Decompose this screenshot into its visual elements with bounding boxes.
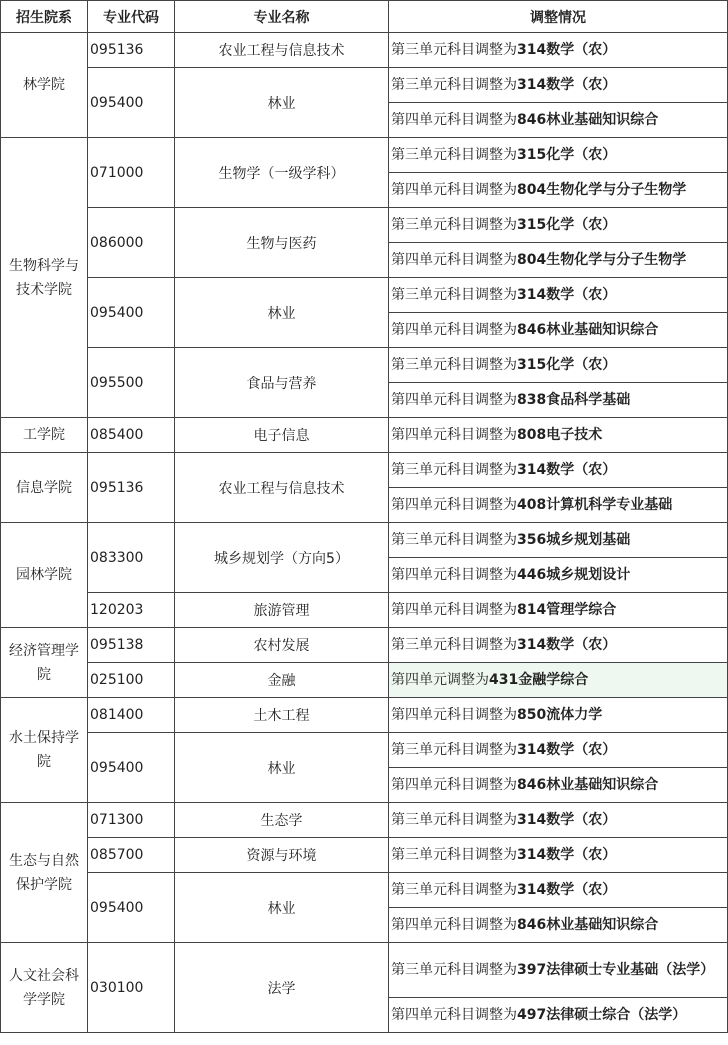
table-row — [1, 33, 728, 68]
code-cell: 095136 — [88, 453, 175, 523]
major-cell: 金融 — [175, 663, 389, 698]
adjustment-subject: 846林业基础知识综合 — [517, 916, 659, 933]
adjustment-prefix: 第三单元科目调整为 — [391, 356, 517, 373]
table-row — [1, 523, 728, 558]
code-cell: 085700 — [88, 838, 175, 873]
adjustment-prefix: 第四单元科目调整为 — [391, 706, 517, 723]
adjustment-prefix: 第四单元科目调整为 — [391, 321, 517, 338]
header-college: 招生院系 — [1, 1, 88, 33]
college-cell: 生态与自然保护学院 — [1, 803, 88, 943]
college-cell: 工学院 — [1, 418, 88, 453]
major-cell: 农业工程与信息技术 — [175, 453, 389, 523]
code-cell: 081400 — [88, 698, 175, 733]
code-cell: 120203 — [88, 593, 175, 628]
adjustment-subject: 314数学（农） — [517, 76, 617, 93]
college-cell: 经济管理学院 — [1, 628, 88, 698]
major-cell: 电子信息 — [175, 418, 389, 453]
adjustment-cell — [389, 208, 728, 243]
adjustment-prefix: 第三单元科目调整为 — [391, 741, 517, 758]
adjustment-cell — [389, 383, 728, 418]
adjustment-subject: 397法律硕士专业基础（法学） — [517, 961, 715, 978]
table-row — [1, 348, 728, 383]
table-row — [1, 838, 728, 873]
adjustment-cell — [389, 103, 728, 138]
table-row — [1, 418, 728, 453]
major-cell: 林业 — [175, 278, 389, 348]
adjustment-cell — [389, 418, 728, 453]
table-row — [1, 663, 728, 698]
college-cell: 生物科学与技术学院 — [1, 138, 88, 418]
code-cell: 025100 — [88, 663, 175, 698]
adjustment-prefix: 第三单元科目调整为 — [391, 41, 517, 58]
adjustment-subject: 314数学（农） — [517, 461, 617, 478]
adjustment-prefix: 第四单元科目调整为 — [391, 776, 517, 793]
adjustment-subject: 315化学（农） — [517, 216, 617, 233]
code-cell: 095136 — [88, 33, 175, 68]
header-code: 专业代码 — [88, 1, 175, 33]
code-cell: 095400 — [88, 733, 175, 803]
adjustment-cell — [389, 33, 728, 68]
major-cell: 生态学 — [175, 803, 389, 838]
adjustment-subject: 808电子技术 — [517, 426, 603, 443]
adjustment-cell — [389, 698, 728, 733]
adjustment-subject: 314数学（农） — [517, 41, 617, 58]
code-cell: 095400 — [88, 68, 175, 138]
college-cell: 林学院 — [1, 33, 88, 138]
adjustment-cell — [389, 243, 728, 278]
adjustment-cell — [389, 523, 728, 558]
adjustment-cell — [389, 173, 728, 208]
adjustment-subject: 314数学（农） — [517, 811, 617, 828]
college-cell: 人文社会科学学院 — [1, 943, 88, 1033]
adjustment-prefix: 第四单元调整为 — [391, 671, 489, 688]
table-row — [1, 278, 728, 313]
adjustment-cell — [389, 803, 728, 838]
adjustment-cell — [389, 138, 728, 173]
major-cell: 食品与营养 — [175, 348, 389, 418]
major-cell: 法学 — [175, 943, 389, 1033]
code-cell: 071000 — [88, 138, 175, 208]
table-row — [1, 68, 728, 103]
table-row — [1, 138, 728, 173]
adjustment-cell — [389, 313, 728, 348]
adjustment-cell — [389, 453, 728, 488]
table-row — [1, 733, 728, 768]
header-major: 专业名称 — [175, 1, 389, 33]
adjustment-subject: 314数学（农） — [517, 741, 617, 758]
adjustment-prefix: 第四单元科目调整为 — [391, 181, 517, 198]
adjustment-prefix: 第三单元科目调整为 — [391, 286, 517, 303]
adjustment-subject: 314数学（农） — [517, 286, 617, 303]
adjustment-cell — [389, 68, 728, 103]
adjustment-subject: 315化学（农） — [517, 146, 617, 163]
header-row — [1, 1, 728, 33]
adjustment-prefix: 第三单元科目调整为 — [391, 846, 517, 863]
adjustment-prefix: 第三单元科目调整为 — [391, 76, 517, 93]
adjustment-subject: 804生物化学与分子生物学 — [517, 181, 687, 198]
adjustment-prefix: 第四单元科目调整为 — [391, 251, 517, 268]
code-cell: 095400 — [88, 278, 175, 348]
adjustment-subject: 314数学（农） — [517, 846, 617, 863]
adjustment-cell — [389, 873, 728, 908]
major-cell: 城乡规划学（方向5） — [175, 523, 389, 593]
major-cell: 土木工程 — [175, 698, 389, 733]
code-cell: 071300 — [88, 803, 175, 838]
adjustment-prefix: 第三单元科目调整为 — [391, 811, 517, 828]
table-row — [1, 698, 728, 733]
table-row — [1, 208, 728, 243]
table-body — [1, 33, 728, 1033]
adjustment-subject: 804生物化学与分子生物学 — [517, 251, 687, 268]
major-cell: 农业工程与信息技术 — [175, 33, 389, 68]
table-row — [1, 628, 728, 663]
code-cell: 083300 — [88, 523, 175, 593]
adjustment-prefix: 第四单元科目调整为 — [391, 916, 517, 933]
college-cell: 园林学院 — [1, 523, 88, 628]
adjustment-cell — [389, 278, 728, 313]
code-cell: 030100 — [88, 943, 175, 1033]
major-cell: 林业 — [175, 68, 389, 138]
adjustment-subject: 850流体力学 — [517, 706, 603, 723]
table-row — [1, 453, 728, 488]
adjustment-cell — [389, 558, 728, 593]
adjustment-subject: 315化学（农） — [517, 356, 617, 373]
adjustment-cell — [389, 733, 728, 768]
adjustment-cell — [389, 663, 728, 698]
adjustment-subject: 314数学（农） — [517, 881, 617, 898]
major-cell: 资源与环境 — [175, 838, 389, 873]
adjustment-cell — [389, 628, 728, 663]
adjustment-cell — [389, 768, 728, 803]
header-adjust: 调整情况 — [389, 1, 728, 33]
adjustment-cell — [389, 488, 728, 523]
table-row — [1, 873, 728, 908]
adjustment-prefix: 第三单元科目调整为 — [391, 146, 517, 163]
adjustment-prefix: 第四单元科目调整为 — [391, 426, 517, 443]
adjustment-cell — [389, 593, 728, 628]
adjustment-cell — [389, 348, 728, 383]
adjustment-subject: 838食品科学基础 — [517, 391, 631, 408]
table-row — [1, 593, 728, 628]
adjustment-subject: 446城乡规划设计 — [517, 566, 631, 583]
adjustment-subject: 497法律硕士综合（法学） — [517, 1006, 687, 1023]
major-cell: 生物与医药 — [175, 208, 389, 278]
adjustment-subject: 431金融学综合 — [489, 671, 589, 688]
adjustment-prefix: 第三单元科目调整为 — [391, 636, 517, 653]
code-cell: 095500 — [88, 348, 175, 418]
adjustment-prefix: 第三单元科目调整为 — [391, 531, 517, 548]
code-cell: 095400 — [88, 873, 175, 943]
table-row — [1, 943, 728, 998]
adjustment-subject: 814管理学综合 — [517, 601, 617, 618]
adjustment-subject: 846林业基础知识综合 — [517, 776, 659, 793]
adjustment-prefix: 第三单元科目调整为 — [391, 961, 517, 978]
adjustment-subject: 408计算机科学专业基础 — [517, 496, 673, 513]
major-cell: 林业 — [175, 873, 389, 943]
code-cell: 085400 — [88, 418, 175, 453]
adjustment-cell — [389, 908, 728, 943]
adjustment-prefix: 第三单元科目调整为 — [391, 216, 517, 233]
adjustment-cell — [389, 998, 728, 1033]
major-cell: 农村发展 — [175, 628, 389, 663]
adjustment-cell — [389, 838, 728, 873]
adjustment-prefix: 第四单元科目调整为 — [391, 111, 517, 128]
major-cell: 生物学（一级学科） — [175, 138, 389, 208]
adjustment-subject: 846林业基础知识综合 — [517, 321, 659, 338]
adjustment-prefix: 第四单元科目调整为 — [391, 566, 517, 583]
adjustment-prefix: 第四单元科目调整为 — [391, 601, 517, 618]
adjustment-prefix: 第四单元科目调整为 — [391, 391, 517, 408]
adjustment-subject: 356城乡规划基础 — [517, 531, 631, 548]
college-cell: 信息学院 — [1, 453, 88, 523]
adjustment-prefix: 第三单元科目调整为 — [391, 461, 517, 478]
code-cell: 086000 — [88, 208, 175, 278]
adjustment-cell — [389, 943, 728, 998]
adjustment-prefix: 第四单元科目调整为 — [391, 1006, 517, 1023]
adjustment-prefix: 第三单元科目调整为 — [391, 881, 517, 898]
code-cell: 095138 — [88, 628, 175, 663]
major-cell: 旅游管理 — [175, 593, 389, 628]
major-cell: 林业 — [175, 733, 389, 803]
adjustment-subject: 846林业基础知识综合 — [517, 111, 659, 128]
college-cell: 水土保持学院 — [1, 698, 88, 803]
adjustment-prefix: 第四单元科目调整为 — [391, 496, 517, 513]
table-row — [1, 803, 728, 838]
adjustment-subject: 314数学（农） — [517, 636, 617, 653]
